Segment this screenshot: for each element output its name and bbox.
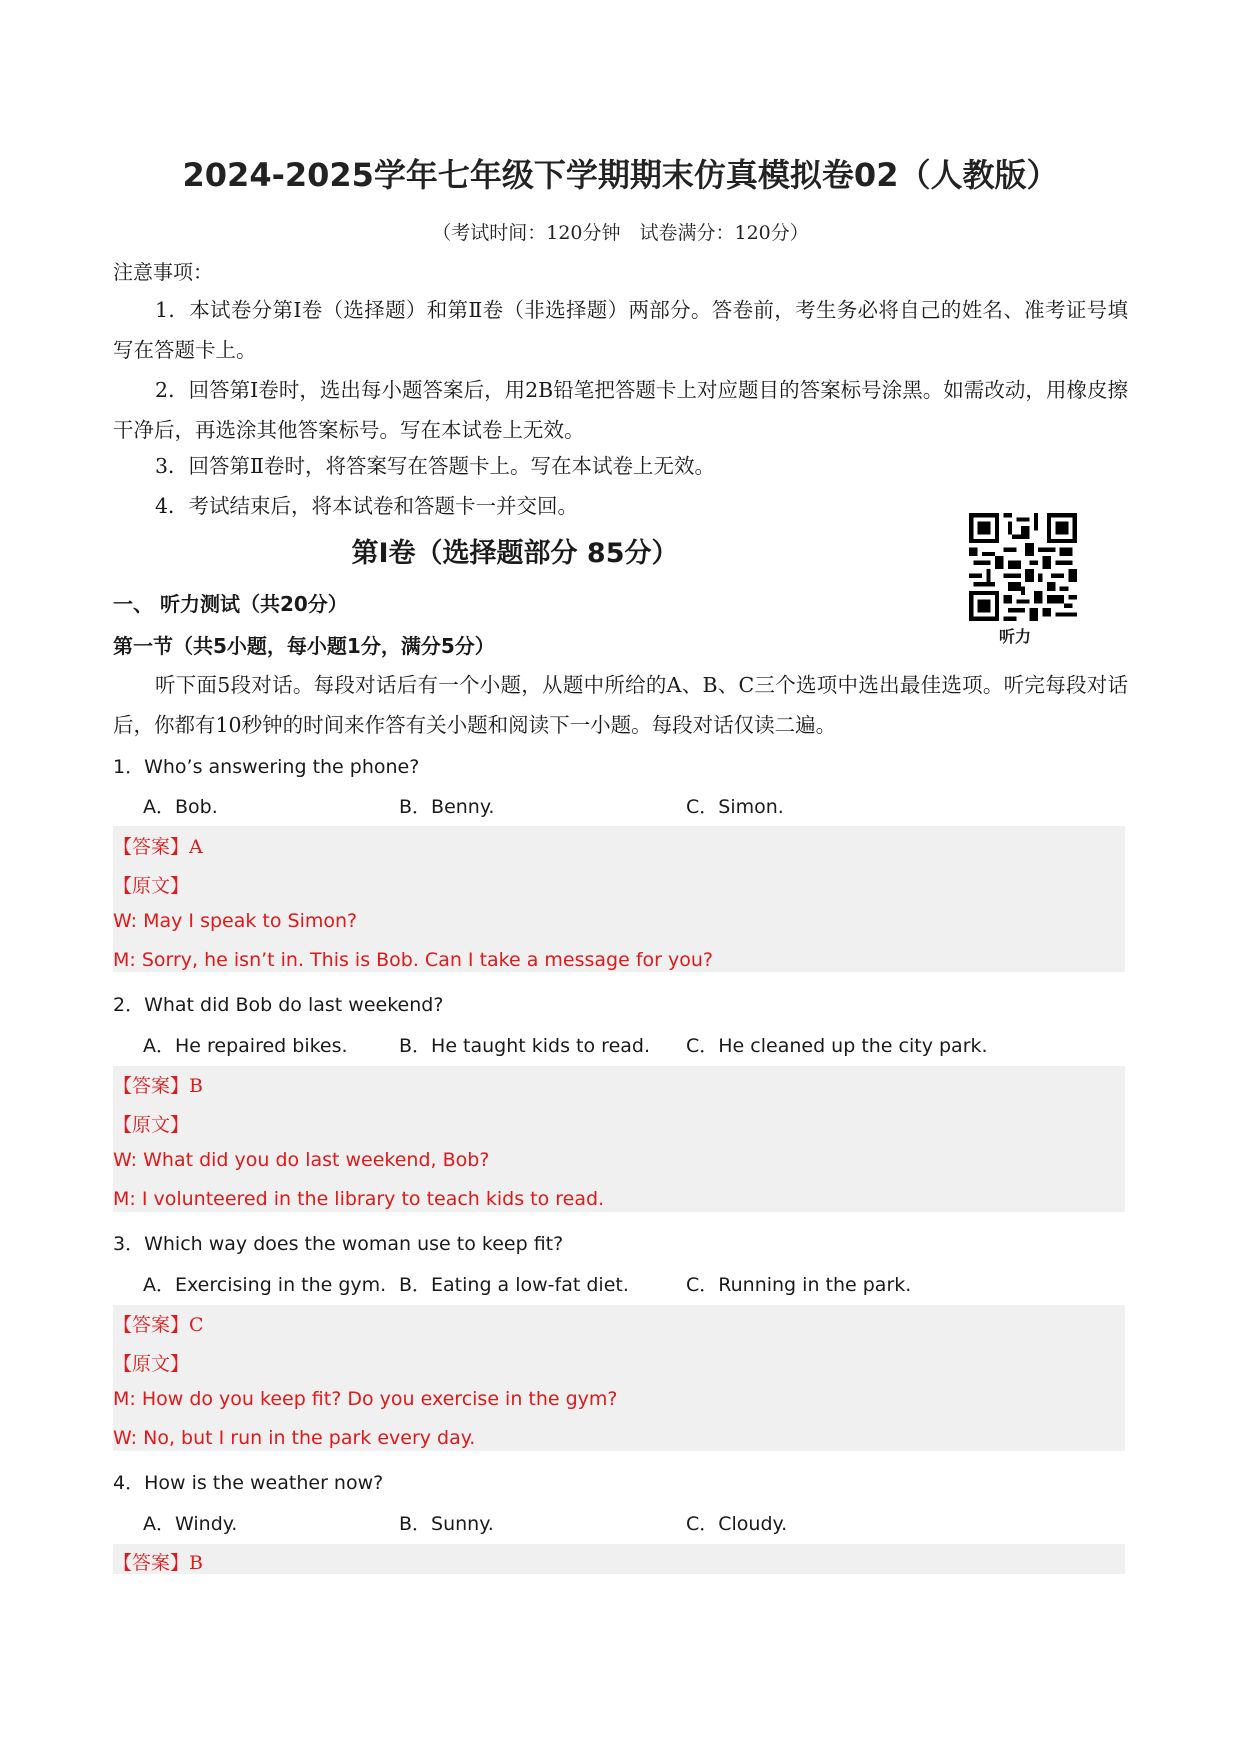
- note-item-3: 3．回答第Ⅱ卷时，将答案写在答题卡上。写在本试卷上无效。: [155, 454, 715, 478]
- q3-script-line: W: No, but I run in the park every day.: [113, 1427, 476, 1449]
- q1-script-label: 【原文】: [113, 875, 190, 897]
- q1-option-c: C．Simon.: [686, 796, 784, 818]
- q2-script-line: M: I volunteered in the library to teach kids to read.: [113, 1188, 605, 1210]
- note-item-1: 1．本试卷分第Ⅰ卷（选择题）和第Ⅱ卷（非选择题）两部分。答卷前，考生务必将自己的姓名、准考证号填写在答题卡上。: [113, 298, 1128, 362]
- q3-answer: 【答案】C: [113, 1314, 204, 1336]
- q2-script-label: 【原文】: [113, 1114, 190, 1136]
- answer-block: [113, 1544, 1125, 1574]
- listening-instructions: 听下面5段对话。每段对话后有一个小题，从题中所给的A、B、C三个选项中选出最佳选项。听完每段对话后，你都有10秒钟的时间来作答有关小题和阅读下一小题。每段对话仅读二遍。: [113, 673, 1128, 737]
- q2-option-b: B．He taught kids to read.: [399, 1035, 650, 1057]
- q3-option-c: C．Running in the park.: [686, 1274, 912, 1296]
- q2-option-a: A．He repaired bikes.: [143, 1035, 348, 1057]
- qr-label: 听力: [999, 627, 1032, 646]
- q2-answer: 【答案】B: [113, 1075, 203, 1097]
- part-title: 一、 听力测试（共20分）: [113, 592, 348, 616]
- q1-script-line: W: May I speak to Simon?: [113, 910, 358, 932]
- q1-option-b: B．Benny.: [399, 796, 495, 818]
- question-2: 2．What did Bob do last weekend?: [113, 994, 444, 1016]
- notes-heading: 注意事项：: [113, 260, 213, 284]
- note-item-4: 4．考试结束后，将本试卷和答题卡一并交回。: [155, 494, 579, 518]
- q4-option-a: A．Windy.: [143, 1513, 238, 1535]
- q1-script-line: M: Sorry, he isn’t in. This is Bob. Can I take a message for you?: [113, 949, 713, 971]
- q3-option-b: B．Eating a low-fat diet.: [399, 1274, 629, 1296]
- subsection-title: 第一节（共5小题，每小题1分，满分5分）: [113, 634, 495, 658]
- q1-answer: 【答案】A: [113, 836, 203, 858]
- exam-info: （考试时间：120分钟 试卷满分：120分）: [432, 222, 809, 244]
- q4-option-c: C．Cloudy.: [686, 1513, 788, 1535]
- q4-option-b: B．Sunny.: [399, 1513, 494, 1535]
- q1-option-a: A．Bob.: [143, 796, 218, 818]
- question-4: 4．How is the weather now?: [113, 1472, 384, 1494]
- question-1: 1．Who’s answering the phone?: [113, 756, 420, 778]
- q3-option-a: A．Exercising in the gym.: [143, 1274, 387, 1296]
- page-title: 2024-2025学年七年级下学期期末仿真模拟卷02（人教版）: [182, 156, 1059, 194]
- qr-code-icon: [969, 513, 1077, 621]
- q2-option-c: C．He cleaned up the city park.: [686, 1035, 988, 1057]
- note-item-2: 2．回答第Ⅰ卷时，选出每小题答案后，用2B铅笔把答题卡上对应题目的答案标号涂黑。如需改动，用橡皮擦干净后，再选涂其他答案标号。写在本试卷上无效。: [113, 378, 1128, 442]
- section-title: 第I卷（选择题部分 85分）: [351, 538, 679, 569]
- q3-script-line: M: How do you keep fit? Do you exercise in the gym?: [113, 1388, 618, 1410]
- q2-script-line: W: What did you do last weekend, Bob?: [113, 1149, 490, 1171]
- q4-answer: 【答案】B: [113, 1552, 203, 1574]
- q3-script-label: 【原文】: [113, 1353, 190, 1375]
- question-3: 3．Which way does the woman use to keep fit?: [113, 1233, 564, 1255]
